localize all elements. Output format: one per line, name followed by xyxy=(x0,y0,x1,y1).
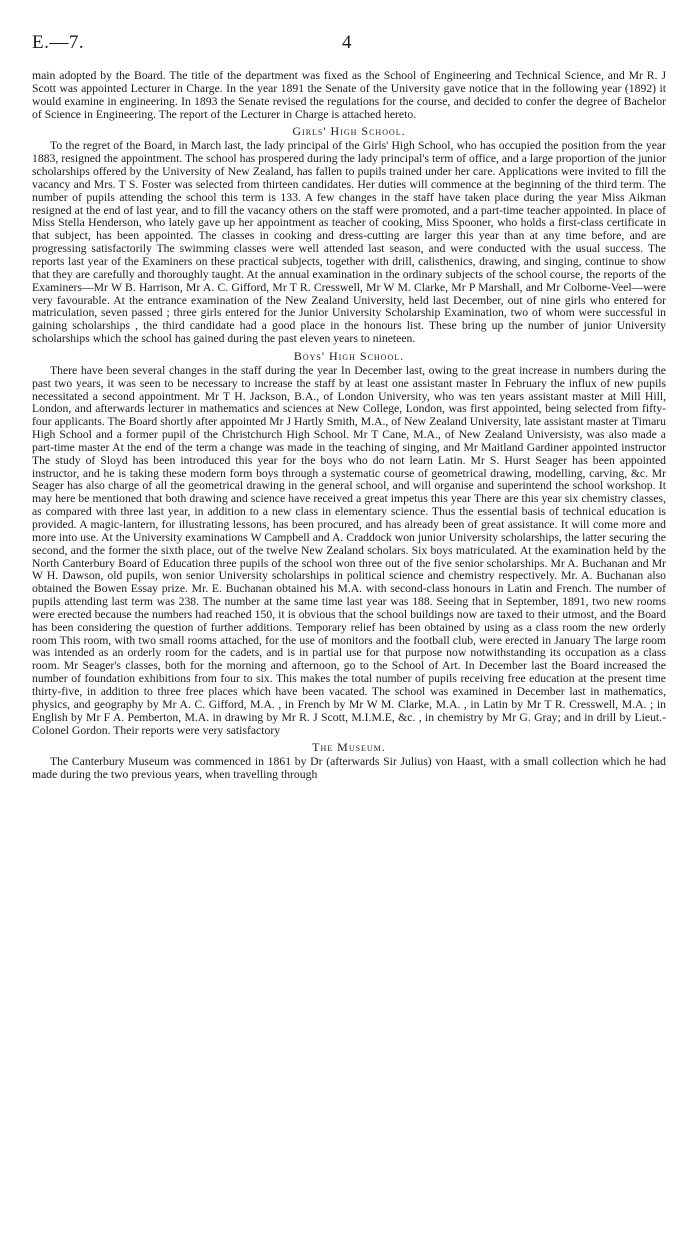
section-heading-girls-high-school: Girls' High School. xyxy=(292,124,406,139)
document-reference: E.—7. xyxy=(32,32,85,53)
document-page xyxy=(32,28,666,782)
girls-high-school-paragraph: To the regret of the Board, in March last, the lady principal of the Girls' High School, who has occupied the position from the year 1883, resigned the appointment. The school has prospered during the lady principal's term of office, and a large proportion of the junior scholarships offered by the University of New Zealand, has fallen to pupils trained under her care. Applications were invited to fill the vacancy and Mrs. T S. Foster was selected from thirteen candidates. Her duties will commence at the beginning of the third term. The number of pupils attending the school this term is 133. A few changes in the staff have taken place during the year Miss Aikman resigned at the end of last year, and to fill the vacancy others on the staff were promoted, and a part-time teacher appointed. In place of Miss Stella Henderson, who lately gave up her appointment as teacher of cooking, Miss Spooner, who holds a first-class certificate in that subject, has been appointed. The classes in cooking and dress-cutting are larger this year than at any time before, and are progressing satisfactorily The swimming classes were well attended last season, and were conducted with the usual success. The reports last year of the Examiners on these practical subjects, together with drill, calisthenics, drawing, and singing, continue to show that they are carefully and thoroughly taught. At the annual examination in the ordinary subjects of the school course, the reports of the Examiners—Mr W B. Harrison, Mr A. C. Gifford, Mr T R. Cresswell, Mr W M. Clarke, Mr P Marshall, and Mr Colborne-Veel—were very favourable. At the entrance examination of the New Zealand University, held last December, out of nine girls who entered for matriculation, seven passed ; three girls entered for the Junior University Scholarship Examination, two of whom were successful in gaining scholarships , the third candidate had a good place in the honours list. These bring up the number of junior University scholarships which the school has gained during the past eleven years to nineteen. xyxy=(32,139,666,346)
museum-paragraph: The Canterbury Museum was commenced in 1861 by Dr (afterwards Sir Julius) von Haast, with a small collection which he had made during the two previous years, when travelling through xyxy=(32,755,666,782)
section-heading-boys-high-school: Boys' High School. xyxy=(293,348,405,363)
boys-high-school-paragraph: There have been several changes in the staff during the year In December last, owing to the great increase in numbers during the past two years, it was seen to be necessary to increase the staff by at least one assistant master In February the influx of new pupils necessitated a second appointment. Mr T H. Jackson, B.A., of London University, who was ten years assistant master at Mill Hill, London, and afterwards lecturer in mathematics and sciences at New College, London, was first appointed, being selected from fifty-four applicants. The Board shortly after appointed Mr J Hartly Smith, M.A., of New Zealand University, late assistant master at Timaru High School and a former pupil of the Christchurch High School. Mr T Cane, M.A., of New Zealand Universisty, was also made a part-time master At the end of the term a change was made in the teaching of singing, and Mr Maitland Gardiner appointed instructor The study of Sloyd has been introduced this year for the boys who do not learn Latin. Mr S. Hurst Seager has been appointed instructor, and he is taking these modern form boys through a systematic course of geometrical drawing, modelling, carving, &c. Mr Seager has also charge of all the geometrical drawing in the general school, and will organise and superintend the school workshop. It may here be mentioned that both drawing and science have received a great impetus this year There are this year six chemistry classes, as compared with three last year, in addition to a new class in elementary science. Thus the essential basis of technical education is provided. A magic-lantern, for illustrating lessons, has been procured, and has already been of great assistance. It will come more and more into use. At the University examinations W Campbell and A. Craddock won junior University scholarships, the latter securing the second, and the former the sixth place, out of the twelve New Zealand scholars. Six boys matriculated. At the examination held by the North Canterbury Board of Education three pupils of the school won three out of the five senior scholarships. Mr A. Buchanan and Mr W H. Dawson, old pupils, won senior University scholarships in political science and chemistry respectively. Mr. A. Buchanan also obtained the Bowen Essay prize. Mr. E. Buchanan obtained his M.A. with second-class honours in Latin and French. The number of pupils attending last term was 238. The number at the same time last year was 188. Seeing that in September, 1891, two new rooms were erected because the numbers had reached 150, it is obvious that the school buildings now are taxed to their utmost, and the Board has been considering the question of further additions. Temporary relief has been obtained by using as a class room the new orderly room This room, with two small rooms attached, for the use of monitors and the football club, were erected in January The large room was intended as an orderly room for the cadets, and is in partial use for that purpose now notwithstanding its occupation as a class room. Mr Seager's classes, both for the morning and afternoon, go to the School of Art. In December last the Board increased the number of foundation exhibitions from four to six. This makes the total number of pupils receiving free education at the present time thirty-five, in addition to three free places which have been vacated. The school was examined in December last in mathematics, physics, and geography by Mr A. C. Gifford, M.A. , in French by Mr W M. Clarke, M.A. , in Latin by Mr T R. Cresswell, M.A. ; in English by Mr F A. Pemberton, M.A. in drawing by Mr R. J Scott, M.I.M.E, &c. , in chemistry by Mr G. Gray; and in drill by Lieut.-Colonel Gordon. Their reports were very satisfactory xyxy=(32,363,666,737)
page-header xyxy=(32,28,666,58)
document-body xyxy=(32,70,666,782)
page-number: 4 xyxy=(342,32,352,53)
continued-paragraph: main adopted by the Board. The title of the department was fixed as the School of Engineering and Technical Science, and Mr R. J Scott was appointed Lecturer in Charge. In the year 1891 the Senate of the University gave notice that in the following year (1892) it would examine in engineering. In 1893 the Senate revised the regulations for the course, and decided to confer the degree of Bachelor of Science in Engineering. The report of the Lecturer in Charge is attached hereto. xyxy=(32,69,666,121)
section-heading-museum: The Museum. xyxy=(312,740,386,755)
